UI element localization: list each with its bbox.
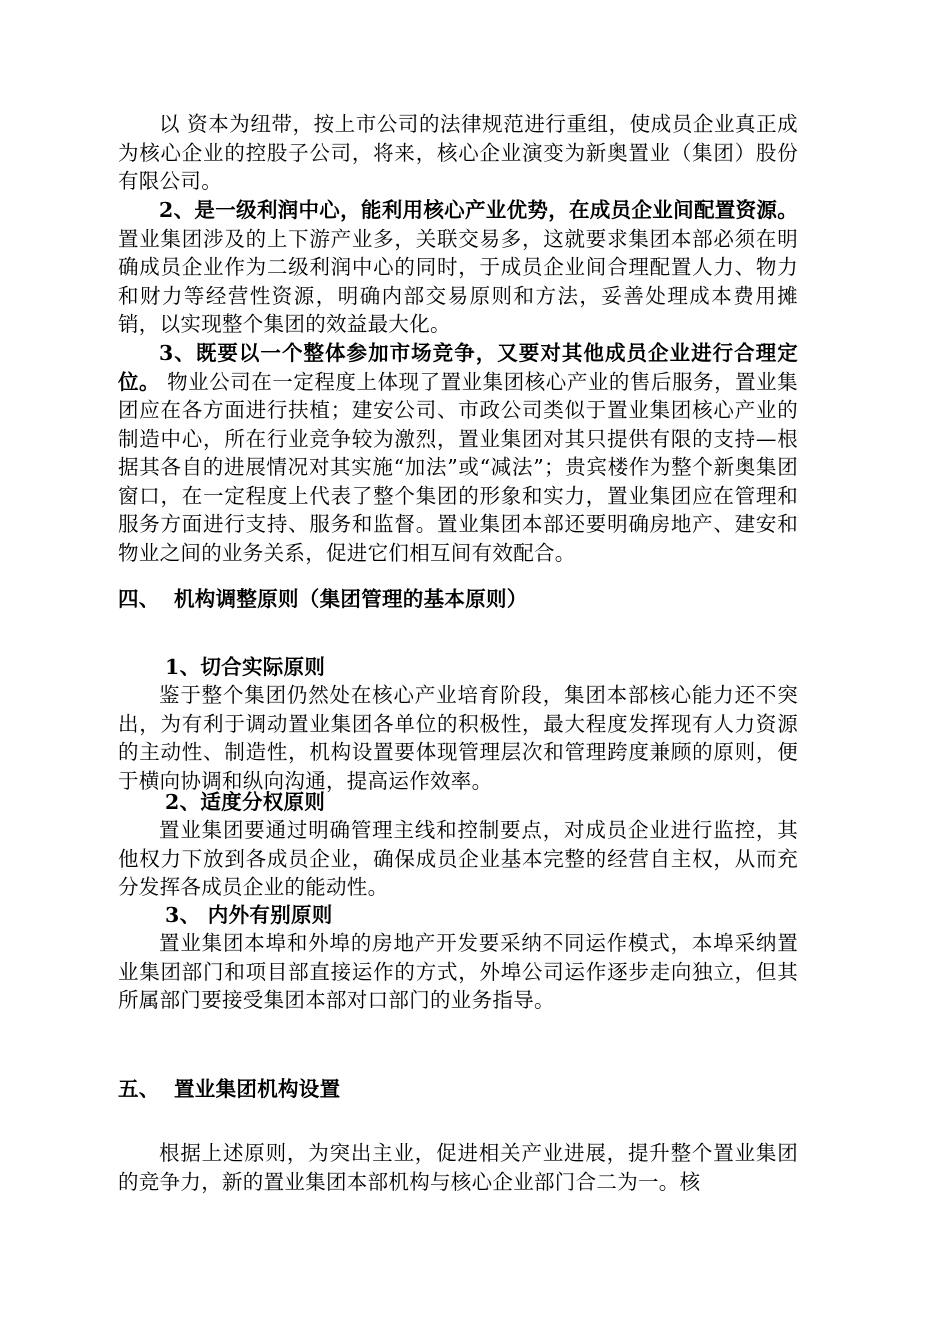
section-title-4: 机构调整原则（集团管理的基本原则） <box>174 587 528 611</box>
paragraph-lead-market-competition: 3、既要以一个整体参加市场竞争，又要对其他成员企业进行合理定位。 <box>118 341 798 394</box>
paragraph-capital-restructure: 以 资本为纽带，按上市公司的法律规范进行重组，使成员企业真正成为核心企业的控股子公司，将来，核心企业演变为新奥置业（集团）股份有限公司。 <box>118 112 798 193</box>
paragraph-market-competition <box>118 339 798 567</box>
paragraph-profit-center <box>118 196 798 339</box>
paragraph-organization-setup: 根据上述原则，为突出主业，促进相关产业进展，提升整个置业集团的竞争力，新的置业集团本部机构与核心企业部门合二为一。核 <box>118 1141 798 1194</box>
subheading-decentralization-principle: 2、适度分权原则 <box>165 790 326 814</box>
paragraph-body-market-competition: 物业公司在一定程度上体现了置业集团核心产业的售后服务，置业集团应在各方面进行扶植；建安公司、市政公司类似于置业集团核心产业的制造中心，所在行业竞争较为激烈，置业集团对其只提供有限的支持—根据其各自的进展情况对其实施“加法”或“减法”；贵宾楼作为整个新奥集团窗口，在一定程度上代表了整个集团的形象和实力，置业集团应在管理和服务方面进行支持、服务和监督。置业集团本部还要明确房地产、建安和物业之间的业务关系，促进它们相互间有效配合。 <box>118 369 798 565</box>
paragraph-practical-principle: 鉴于整个集团仍然处在核心产业培育阶段，集团本部核心能力还不突出，为有利于调动置业集团各单位的积极性，最大程度发挥现有人力资源的主动性、制造性，机构设置要体现管理层次和管理跨度兼顾的原则，便于横向协调和纵向沟通，提高运作效率。 <box>118 683 798 793</box>
section-number-5: 五、 <box>118 1077 160 1101</box>
subheading-internal-external-principle: 3、 内外有别原则 <box>165 903 333 927</box>
paragraph-internal-external-principle: 置业集团本埠和外埠的房地产开发要采纳不同运作模式，本埠采纳置业集团部门和项目部直接运作的方式，外埠公司运作逐步走向独立，但其所属部门要接受集团本部对口部门的业务指导。 <box>118 931 798 1012</box>
section-number-4: 四、 <box>118 587 160 611</box>
paragraph-lead-profit-center: 2、是一级利润中心，能利用核心产业优势，在成员企业间配置资源。 <box>159 198 798 222</box>
section-heading-5 <box>118 1075 340 1103</box>
subheading-practical-principle: 1、切合实际原则 <box>165 655 326 679</box>
paragraph-decentralization-principle: 置业集团要通过明确管理主线和控制要点，对成员企业进行监控，其他权力下放到各成员企业，确保成员企业基本完整的经营自主权，从而充分发挥各成员企业的能动性。 <box>118 818 798 899</box>
paragraph-body-profit-center: 置业集团涉及的上下游产业多，关联交易多，这就要求集团本部必须在明确成员企业作为二级利润中心的同时，于成员企业间合理配置人力、物力和财力等经营性资源，明确内部交易原则和方法，妥善处理成本费用摊销，以实现整个集团的效益最大化。 <box>118 226 798 336</box>
section-title-5: 置业集团机构设置 <box>174 1077 341 1101</box>
section-heading-4 <box>118 585 528 613</box>
